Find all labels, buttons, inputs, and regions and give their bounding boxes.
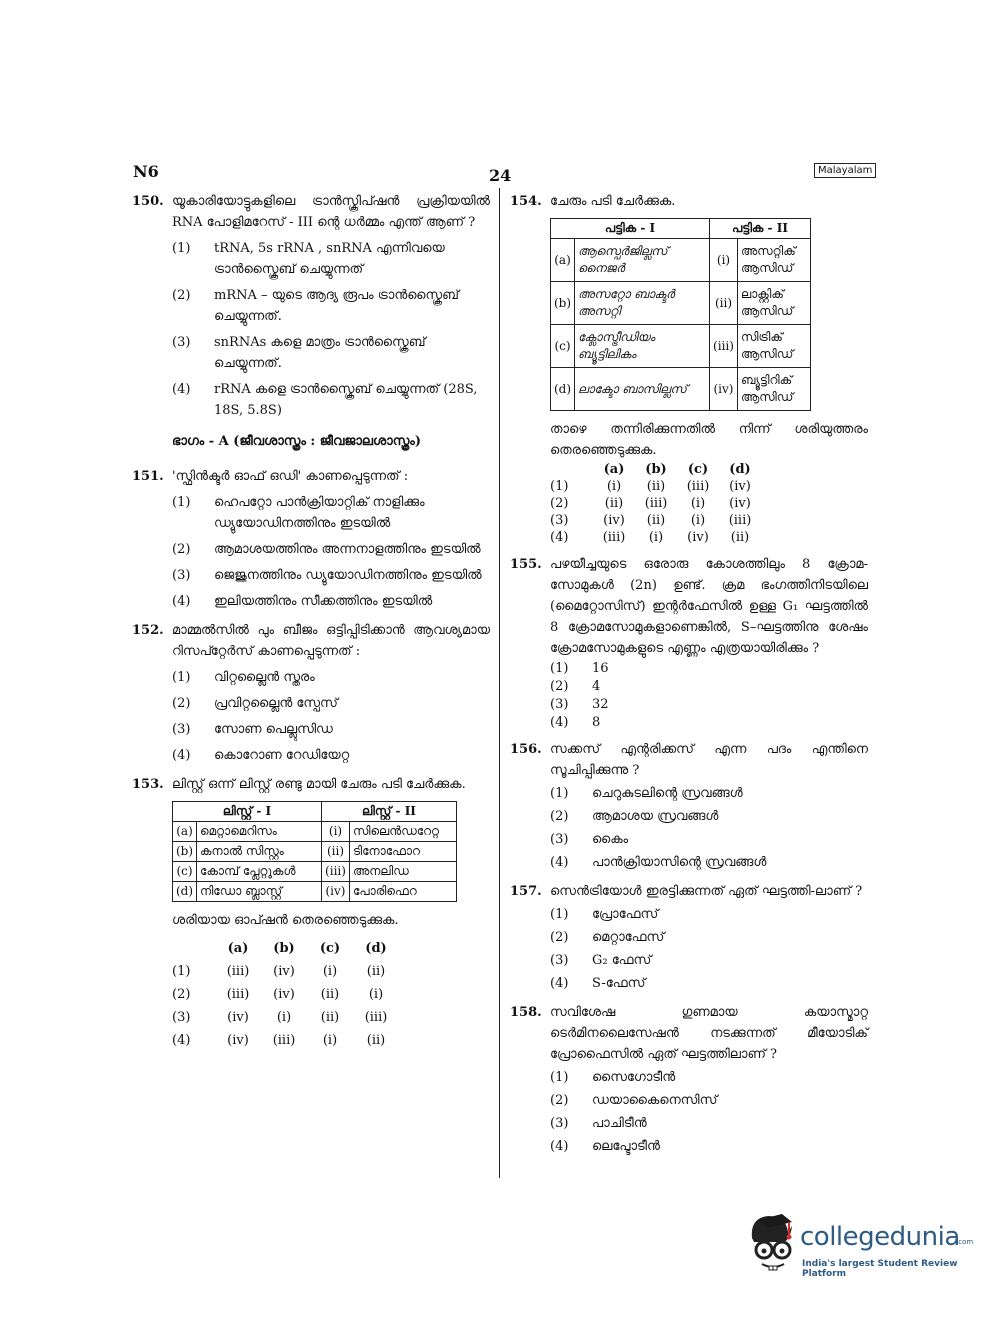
question-text: മാമ്മൽസിൽ പും ബീജം ഒട്ടിപ്പിടിക്കാൻ ആവശ്യമായ റിസപ്റ്റേർസ് കാണപ്പെടുന്നത് : xyxy=(172,623,490,659)
collegedunia-logo[interactable] xyxy=(742,1212,972,1282)
option-4 xyxy=(172,379,490,421)
answer-options-table xyxy=(550,461,764,546)
option-number: (3) xyxy=(172,335,191,350)
option-3 xyxy=(172,719,490,740)
list-2-header: ലിസ്റ്റ് - II xyxy=(322,802,457,822)
list-1-item: മെറ്റാമെറിസം xyxy=(197,822,322,842)
option-number: (4) xyxy=(550,855,569,870)
answer-cell: (i) xyxy=(690,496,706,511)
option-number: (2) xyxy=(172,987,191,1002)
answer-row xyxy=(172,960,402,983)
option-number: (1) xyxy=(172,670,191,685)
option-text: 4 xyxy=(592,679,601,694)
option-1 xyxy=(550,661,868,677)
option-4 xyxy=(550,852,868,873)
option-3 xyxy=(550,1113,868,1134)
row-label: (c) xyxy=(173,862,197,882)
option-text: മെറ്റാഫേസ് xyxy=(592,930,665,945)
option-number: (4) xyxy=(550,1139,569,1154)
option-text: പ്രവിറ്റല്ലൈൻ സ്പേസ് xyxy=(214,696,338,711)
answer-cell: (ii) xyxy=(646,479,666,494)
section-heading: ഭാഗം - A (ജീവശാസ്ത്രം : ജീവജാലശാസ്ത്രം) xyxy=(172,434,421,449)
option-2 xyxy=(172,539,490,560)
logo-wordmark: collegedunia xyxy=(800,1222,960,1252)
answer-row xyxy=(172,1029,402,1052)
option-text: 8 xyxy=(592,715,601,730)
option-number: (3) xyxy=(172,1010,191,1025)
question-153 xyxy=(132,774,490,1052)
answer-cell: (iv) xyxy=(227,1010,249,1025)
answer-cell: (iv) xyxy=(227,1033,249,1048)
option-text: കൊറോണ റേഡിയേറ്റ xyxy=(214,748,350,763)
question-number: 155. xyxy=(510,557,542,572)
option-text: ആമാശയ സ്രവങ്ങൾ xyxy=(592,809,719,824)
option-2 xyxy=(172,693,490,714)
question-number: 156. xyxy=(510,742,542,757)
option-number: (4) xyxy=(172,594,191,609)
option-number: (2) xyxy=(550,809,569,824)
answer-cell: (ii) xyxy=(646,513,666,528)
row-label: (d) xyxy=(551,368,575,411)
option-number: (1) xyxy=(172,964,191,979)
option-number: (3) xyxy=(550,1116,569,1131)
answer-cell: (iv) xyxy=(273,987,295,1002)
answer-header: (d) xyxy=(365,941,387,956)
option-number: (2) xyxy=(172,288,191,303)
table-row xyxy=(551,368,811,411)
option-1 xyxy=(172,492,490,534)
option-text: G₂ ഫേസ് xyxy=(592,953,652,968)
language-badge: Malayalam xyxy=(814,163,876,178)
answer-options-table xyxy=(172,937,402,1052)
option-number: (4) xyxy=(172,382,191,397)
table-row xyxy=(551,282,811,325)
answer-header: (a) xyxy=(227,941,249,956)
list-1-item: ആസ്പെർജില്ലസ് നൈജർ xyxy=(575,239,710,282)
answer-cell: (iii) xyxy=(644,496,668,511)
question-158 xyxy=(510,1002,868,1157)
answer-cell: (iii) xyxy=(226,964,250,979)
question-text: ലിസ്റ്റ് ഒന്ന് ലിസ്റ്റ് രണ്ടു മായി ചേരും പടി ചേർക്കുക. xyxy=(172,777,466,792)
list-2-item: പോരിഫെറ xyxy=(349,882,456,902)
row-label: (a) xyxy=(551,239,575,282)
answer-row xyxy=(550,495,764,512)
question-155 xyxy=(510,554,868,731)
row-label: (b) xyxy=(551,282,575,325)
answer-row xyxy=(550,478,764,495)
question-150 xyxy=(132,191,490,421)
table-row xyxy=(551,239,811,282)
option-number: (4) xyxy=(550,976,569,991)
question-text: യൂകാരിയോട്ടുകളിലെ ട്രാൻസ്ക്രിപ്ഷൻ പ്രക്രിയയിൽ RNA പോളിമറേസ് - III ന്റെ ധർമ്മം എന്ത് ആണ് ? xyxy=(172,194,490,230)
option-text: പ്രോഫേസ് xyxy=(592,907,659,922)
answer-cell: (ii) xyxy=(730,530,750,545)
option-text: ഡയാകൈനെസിസ് xyxy=(592,1093,718,1108)
option-number: (1) xyxy=(172,495,191,510)
option-2 xyxy=(550,1090,868,1111)
option-number: (2) xyxy=(550,930,569,945)
question-text: സക്കസ് എന്റരിക്കസ് എന്ന പദം എന്തിനെ സൂചിപ്പിക്കുന്നു ? xyxy=(550,742,868,778)
answer-cell: (i) xyxy=(322,1033,338,1048)
option-number: (2) xyxy=(550,496,569,511)
option-text: ഹെപറ്റോ പാൻക്രിയാറ്റിക് നാളിക്കും ഡ്യുയോഡിനത്തിനും ഇടയിൽ xyxy=(214,495,425,531)
option-1 xyxy=(550,783,868,804)
row-label: (iv) xyxy=(322,882,350,902)
answer-cell: (iii) xyxy=(602,530,626,545)
table-row xyxy=(173,842,457,862)
question-text: സെൻട്രിയോൾ ഇരട്ടിക്കുന്നത് ഏത് ഘട്ടത്തി-ലാണ് ? xyxy=(550,884,863,899)
list-2-header: പട്ടിക - II xyxy=(710,219,811,239)
option-number: (3) xyxy=(172,568,191,583)
option-1 xyxy=(550,904,868,925)
instruction-text: താഴെ തന്നിരിക്കുന്നതിൽ നിന്ന് ശരിയുത്തരം തെരഞ്ഞെടുക്കുക. xyxy=(550,422,868,458)
question-text: പഴയീച്ചയുടെ ഒരോരു കോശത്തിലും 8 ക്രോമ-സോമുകൾ (2n) ഉണ്ട്. ക്രമ ഭംഗത്തിനിടയിലെ (മൈറ്റോസിസ്) ഇന്റർഫേസിൽ ഉള്ള G₁ ഘട്ടത്തിൽ 8 ക്രോമസോമുകളാണെങ്കിൽ, S–ഘട്ടത്തിനു ശേഷം ക്രോമസോമുകളുടെ എണ്ണം എത്രയായിരിക്കും ? xyxy=(550,557,868,656)
option-number: (2) xyxy=(550,1093,569,1108)
answer-cell: (i) xyxy=(276,1010,292,1025)
option-1 xyxy=(550,1067,868,1088)
list-1-item: നിഡോ ബ്ലാസ്റ്റ് xyxy=(197,882,322,902)
answer-cell: (i) xyxy=(648,530,664,545)
option-number: (3) xyxy=(550,832,569,847)
list-1-item: കനാൽ സിസ്റ്റം xyxy=(197,842,322,862)
list-1-header: ലിസ്റ്റ് - I xyxy=(173,802,322,822)
match-table xyxy=(550,218,811,411)
column-divider xyxy=(499,188,500,1178)
answer-cell: (iii) xyxy=(686,479,710,494)
option-4 xyxy=(172,745,490,766)
answer-cell: (ii) xyxy=(366,1033,386,1048)
option-number: (1) xyxy=(550,1070,569,1085)
option-text: ലെപ്ടോടീൻ xyxy=(592,1139,660,1154)
option-4 xyxy=(550,1136,868,1157)
answer-header: (c) xyxy=(319,941,341,956)
option-2 xyxy=(550,806,868,827)
list-2-item: അസറ്റിക് ആസിഡ് xyxy=(737,239,810,282)
answer-header: (d) xyxy=(729,462,751,477)
row-label: (i) xyxy=(322,822,350,842)
option-3 xyxy=(172,332,490,374)
answer-row xyxy=(550,529,764,546)
answer-cell: (iv) xyxy=(687,530,709,545)
answer-header: (c) xyxy=(687,462,709,477)
answer-cell: (iv) xyxy=(273,964,295,979)
row-label: (i) xyxy=(710,239,738,282)
answer-cell: (iv) xyxy=(603,513,625,528)
question-number: 150. xyxy=(132,194,164,209)
row-label: (ii) xyxy=(710,282,738,325)
option-text: mRNA – യുടെ ആദ്യ രൂപം ട്രാൻസ്ക്രൈബ് ചെയ്യുന്നത്. xyxy=(214,288,459,324)
list-1-item: അസറ്റോ ബാക്ടർ അസറ്റി xyxy=(575,282,710,325)
option-text: S-ഫേസ് xyxy=(592,976,646,991)
answer-cell: (iii) xyxy=(226,987,250,1002)
option-text: snRNAs കളെ മാത്രം ട്രാൻസ്ക്രൈബ് ചെയ്യുന്നത്. xyxy=(214,335,426,371)
table-row xyxy=(173,822,457,842)
question-text: 'സ്ഫിൻക്ടർ ഓഫ് ഒഡി' കാണപ്പെടുന്നത് : xyxy=(172,469,409,484)
answer-cell: (iv) xyxy=(729,496,751,511)
question-154 xyxy=(510,191,868,546)
answer-cell: (iii) xyxy=(728,513,752,528)
option-4 xyxy=(550,973,868,994)
row-label: (iii) xyxy=(322,862,350,882)
row-label: (d) xyxy=(173,882,197,902)
option-1 xyxy=(172,667,490,688)
option-text: tRNA, 5s rRNA , snRNA എന്നിവയെ ട്രാൻസ്ക്രൈബ് ചെയ്യുന്നത് xyxy=(214,241,445,277)
instruction-text: ശരിയായ ഓപ്ഷൻ തെരഞ്ഞെടുക്കുക. xyxy=(172,913,399,928)
option-4 xyxy=(172,591,490,612)
option-number: (4) xyxy=(172,1033,191,1048)
option-2 xyxy=(550,679,868,695)
answer-cell: (ii) xyxy=(604,496,624,511)
option-1 xyxy=(172,238,490,280)
question-157 xyxy=(510,881,868,994)
mascot-icon xyxy=(742,1212,800,1278)
list-2-item: ബ്യൂട്ടിറിക് ആസിഡ് xyxy=(737,368,810,411)
page-number: 24 xyxy=(489,166,512,185)
row-label: (ii) xyxy=(322,842,350,862)
option-text: ജെജുനത്തിനും ഡ്യുയോഡിനത്തിനും ഇടയിൽ xyxy=(214,568,482,583)
question-number: 153. xyxy=(132,777,164,792)
answer-cell: (iii) xyxy=(272,1033,296,1048)
option-text: rRNA കളെ ട്രാൻസ്ക്രൈബ് ചെയ്യുന്നത് (28S, 18S, 5.8S) xyxy=(214,382,478,418)
option-text: ആമാശയത്തിനും അന്നനാളത്തിനും ഇടയിൽ xyxy=(214,542,481,557)
option-text: സോണ പെല്ലുസിഡ xyxy=(214,722,333,737)
option-text: 32 xyxy=(592,697,609,712)
option-number: (4) xyxy=(172,748,191,763)
row-label: (a) xyxy=(173,822,197,842)
row-label: (b) xyxy=(173,842,197,862)
answer-row xyxy=(172,1006,402,1029)
option-3 xyxy=(172,565,490,586)
table-row xyxy=(173,862,457,882)
match-table xyxy=(172,801,457,902)
option-number: (2) xyxy=(172,696,191,711)
option-text: കൈം xyxy=(592,832,629,847)
question-156 xyxy=(510,739,868,873)
option-3 xyxy=(550,950,868,971)
right-column xyxy=(510,191,868,1165)
answer-row xyxy=(172,983,402,1006)
question-151 xyxy=(132,466,490,612)
logo-domain: .com xyxy=(956,1238,974,1246)
question-number: 157. xyxy=(510,884,542,899)
answer-header: (a) xyxy=(603,462,625,477)
option-text: സൈഗോടീൻ xyxy=(592,1070,676,1085)
table-row xyxy=(173,882,457,902)
option-text: പാൻക്രിയാസിന്റെ സ്രവങ്ങൾ xyxy=(592,855,767,870)
list-2-item: സിലെൻഡറേറ്റ xyxy=(349,822,456,842)
question-text: ചേരും പടി ചേർക്കുക. xyxy=(550,194,676,209)
option-number: (1) xyxy=(550,479,569,494)
list-1-item: കോമ്പ് പ്ലേറ്റുകൾ xyxy=(197,862,322,882)
option-text: 16 xyxy=(592,661,609,676)
row-label: (iv) xyxy=(710,368,738,411)
question-number: 151. xyxy=(132,469,164,484)
question-number: 158. xyxy=(510,1005,542,1020)
option-3 xyxy=(550,829,868,850)
question-number: 154. xyxy=(510,194,542,209)
option-number: (3) xyxy=(550,513,569,528)
question-text: സവിശേഷ ഗുണമായ കയാസ്മാറ്റ ടെർമിനലൈസേഷൻ നടക്കുന്നത് മീയോടിക് പ്രോഫൈസിൽ ഏത് ഘട്ടത്തിലാണ് ? xyxy=(550,1005,868,1062)
option-number: (3) xyxy=(550,697,569,712)
question-152 xyxy=(132,620,490,766)
option-2 xyxy=(550,927,868,948)
option-number: (1) xyxy=(550,786,569,801)
list-2-item: അനലിഡ xyxy=(349,862,456,882)
list-2-item: സിട്രിക് ആസിഡ് xyxy=(737,325,810,368)
list-1-header: പട്ടിക - I xyxy=(551,219,710,239)
answer-cell: (i) xyxy=(606,479,622,494)
option-number: (3) xyxy=(172,722,191,737)
answer-cell: (ii) xyxy=(320,1010,340,1025)
answer-cell: (i) xyxy=(322,964,338,979)
option-number: (4) xyxy=(550,715,569,730)
option-number: (1) xyxy=(550,907,569,922)
paper-code: N6 xyxy=(133,162,159,181)
option-text: ഇലിയത്തിനും സീക്കത്തിനും ഇടയിൽ xyxy=(214,594,433,609)
answer-cell: (iii) xyxy=(364,1010,388,1025)
option-text: ചെറുകുടലിന്റെ സ്രവങ്ങൾ xyxy=(592,786,743,801)
option-number: (1) xyxy=(550,661,569,676)
option-number: (3) xyxy=(550,953,569,968)
logo-tagline: India's largest Student Review Platform xyxy=(802,1259,958,1279)
answer-cell: (i) xyxy=(368,987,384,1002)
left-column xyxy=(132,191,490,1060)
option-number: (2) xyxy=(550,679,569,694)
list-1-item: ലാക്ടോ ബാസില്ലസ് xyxy=(575,368,710,411)
answer-cell: (ii) xyxy=(366,964,386,979)
option-text: വിറ്റല്ലൈൻ സ്തരം xyxy=(214,670,315,685)
option-2 xyxy=(172,285,490,327)
answer-cell: (iv) xyxy=(729,479,751,494)
option-number: (2) xyxy=(172,542,191,557)
answer-header: (b) xyxy=(645,462,667,477)
question-number: 152. xyxy=(132,623,164,638)
list-2-item: ലാക്റ്റിക് ആസിഡ് xyxy=(737,282,810,325)
answer-cell: (ii) xyxy=(320,987,340,1002)
option-text: പാചിടീൻ xyxy=(592,1116,647,1131)
answer-header: (b) xyxy=(273,941,295,956)
answer-cell: (i) xyxy=(690,513,706,528)
option-number: (1) xyxy=(172,241,191,256)
option-4 xyxy=(550,715,868,731)
list-1-item: ക്ലോസ്ട്രീഡിയം ബ്യൂട്ടിലികം xyxy=(575,325,710,368)
option-3 xyxy=(550,697,868,713)
option-number: (4) xyxy=(550,530,569,545)
answer-row xyxy=(550,512,764,529)
list-2-item: ടിനോഫോറ xyxy=(349,842,456,862)
row-label: (iii) xyxy=(710,325,738,368)
table-row xyxy=(551,325,811,368)
row-label: (c) xyxy=(551,325,575,368)
